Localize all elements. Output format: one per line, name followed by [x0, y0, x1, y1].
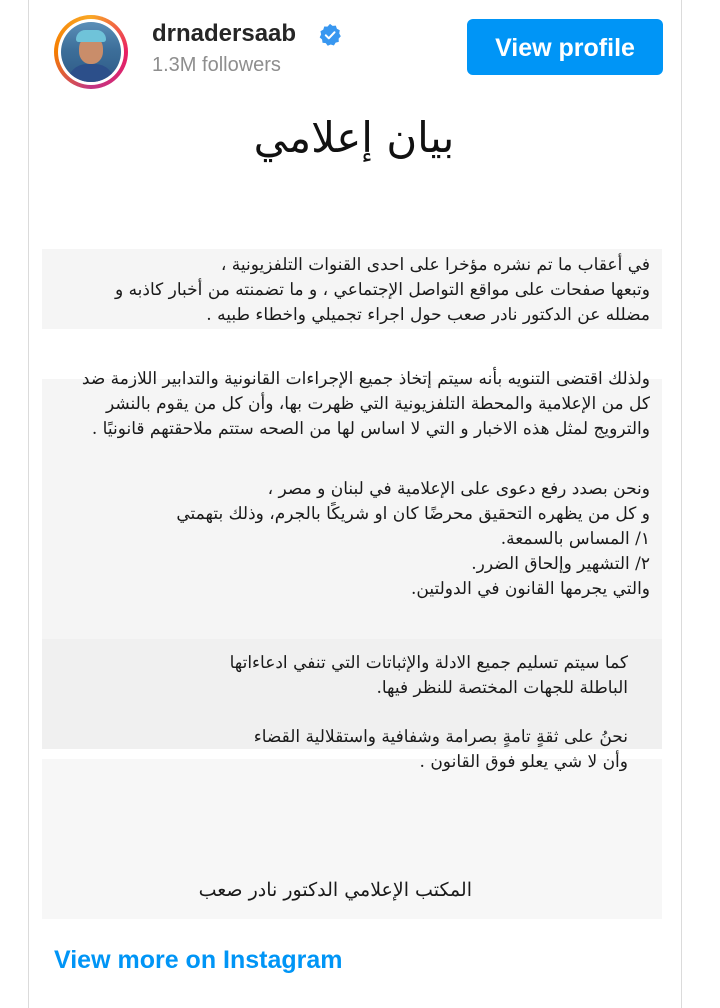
- paragraph-evidence: كما سيتم تسليم جميع الادلة والإثباتات التي تنفي ادعاءاتها الباطلة للجهات المختصة للنظر فيها.: [229, 653, 628, 698]
- paragraph-incident: في أعقاب ما تم نشره مؤخرا على احدى القنوات التلفزيونية ، وتبعها صفحات على مواقع التواصل الإجتماعي ، و ما تضمنته من أخبار كاذبه و مضلله عن الدكتور نادر صعب حول اجراء تجميلي واخطاء طبيه .: [114, 255, 650, 325]
- signature: المكتب الإعلامي الدكتور نادر صعب: [198, 879, 472, 901]
- verified-badge-icon: [318, 23, 342, 47]
- avatar-story-ring[interactable]: [54, 15, 128, 89]
- paragraph-trust: نحنُ على ثقةٍ تامةٍ بصرامة وشفافية واستقلالية القضاء وأن لا شي يعلو فوق القانون .: [253, 727, 628, 772]
- view-more-link[interactable]: View more on Instagram: [54, 946, 343, 974]
- post-image[interactable]: [36, 99, 672, 919]
- followers-count: 1.3M followers: [152, 54, 281, 76]
- paragraph-legal-action: ولذلك اقتضى التنويه بأنه سيتم إتخاذ جميع الإجراءات القانونية والتدابير اللازمة ضد كل من الإعلامية والمحطة التلفزيونية التي ظهرت بها، وأن كل من يقوم بالنشر والترويج لمثل هذه الاخبار و التي لا اساس لها من الصحه ستتم ملاحقتهم قانونيًا .: [81, 369, 650, 439]
- view-profile-button[interactable]: View profile: [467, 19, 663, 75]
- statement-title: بيان إعلامي: [253, 113, 455, 162]
- post-header: [29, 0, 681, 96]
- avatar[interactable]: [61, 22, 121, 82]
- instagram-embed-card: [28, 0, 682, 1008]
- paragraph-lawsuit: ونحن بصدد رفع دعوى على الإعلامية في لبنان و مصر ، و كل من يظهره التحقيق محرضًا كان او شريكًا بالجرم، وذلك بتهمتي ١/ المساس بالسمعة. ٢/ التشهير وإلحاق الضرر. والتي يجرمها القانون في الدولتين.: [176, 479, 650, 599]
- username-link[interactable]: drnadersaab: [152, 20, 297, 47]
